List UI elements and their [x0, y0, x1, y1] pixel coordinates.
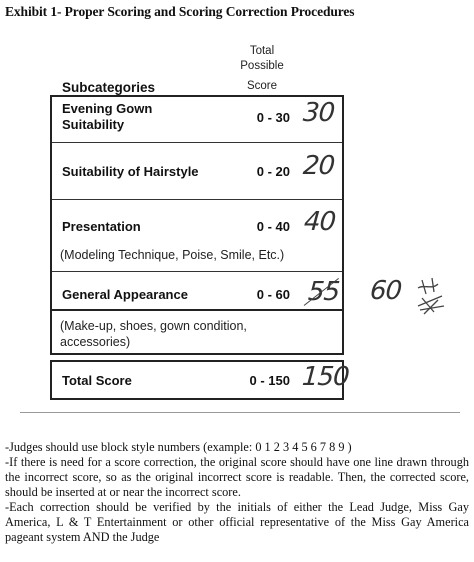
exhibit-title: Exhibit 1- Proper Scoring and Scoring Correction Procedures	[5, 4, 355, 19]
note-line: (Make-up, shoes, gown condition,	[60, 319, 247, 333]
handwritten-score-hairstyle: 20	[301, 151, 336, 181]
handwritten-score-general-appearance-corrected: 60	[368, 276, 403, 306]
row-presentation-range: 0 - 40	[256, 219, 290, 234]
judge-initials-mark	[414, 276, 450, 316]
row-hairstyle-range: 0 - 20	[256, 164, 290, 179]
row-evening-gown-label	[62, 101, 152, 133]
instructions-notes	[5, 440, 469, 545]
row-evening-gown-range: 0 - 30	[256, 110, 290, 125]
total-score-range: 0 - 150	[249, 373, 290, 388]
handwritten-total-score: 150	[300, 362, 350, 392]
row-label-line: Evening Gown	[62, 101, 153, 116]
separator-line	[20, 412, 460, 413]
total-score-label: Total Score	[62, 373, 132, 388]
header-line-score: Score	[246, 80, 278, 92]
row-hairstyle-label: Suitability of Hairstyle	[62, 164, 199, 179]
header-line-total: Total	[249, 45, 275, 57]
general-appearance-box	[50, 271, 344, 355]
note-score-correction: -If there is need for a score correction, the original score should have one line drawn through the incorrect score, so as the original incorrect score is readable. Then, the corrected score, should be inserted at or near the incorrect score.	[5, 455, 469, 499]
total-possible-score-header	[232, 44, 292, 94]
note-verification: -Each correction should be verified by the initials of either the Lead Judge, Miss Gay America, L & T Entertainment or other official representative of the Miss Gay America pageant system AND the Judge	[5, 500, 469, 544]
row-presentation-label: Presentation	[62, 219, 141, 234]
row-label-line: Suitability	[62, 117, 125, 132]
row-presentation-note: (Modeling Technique, Poise, Smile, Etc.)	[60, 248, 285, 262]
row-divider	[52, 142, 342, 143]
row-general-appearance-range: 0 - 60	[256, 287, 290, 302]
row-divider	[52, 199, 342, 200]
handwritten-score-presentation: 40	[302, 207, 337, 237]
handwritten-score-evening-gown: 30	[301, 98, 336, 128]
header-line-possible: Possible	[240, 60, 284, 72]
row-general-appearance-label: General Appearance	[62, 287, 188, 302]
subcategories-heading: Subcategories	[62, 80, 156, 95]
note-block-style: -Judges should use block style numbers (example: 0 1 2 3 4 5 6 7 8 9 )	[5, 440, 352, 454]
note-line: accessories)	[60, 335, 131, 349]
handwritten-score-general-appearance-original: 55	[306, 277, 341, 307]
